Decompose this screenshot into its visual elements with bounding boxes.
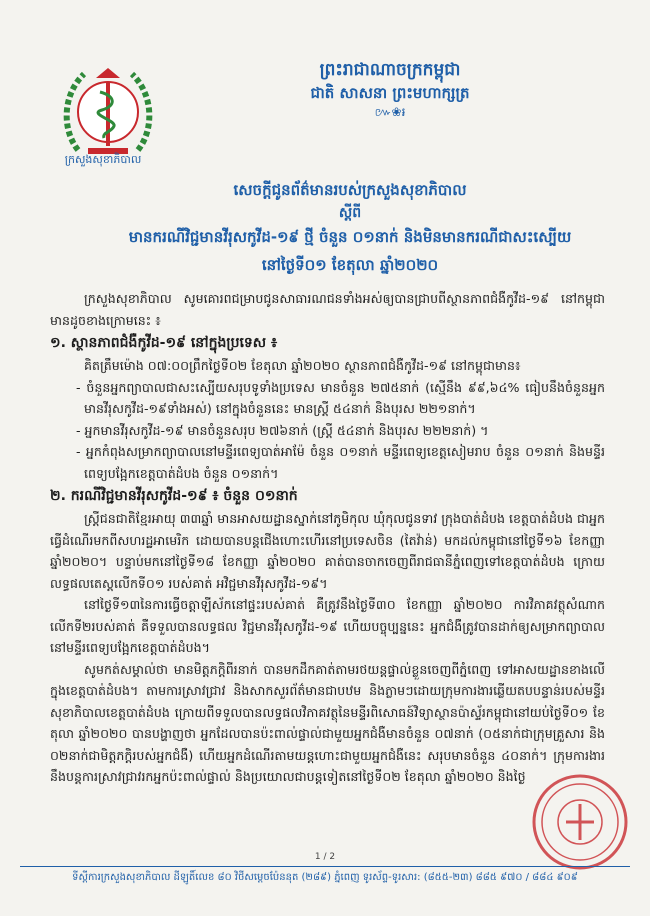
- page-number: 1 / 2: [314, 852, 336, 862]
- case-paragraph-3: សូមកត់សម្គាល់ថា មានមិត្តភក្តិពីរនាក់ បានមកដឹកគាត់តាមរថយន្តផ្ទាល់ខ្លួនចេញពីភ្នំពេញ ទៅអាសយដ្ឋានខាងលើក្នុងខេត្តបាត់ដំបង។ តាមការស្រាវជ្រាវ និងសាកសួរព័ត៌មានជាបឋម និងភ្លាមៗដោយក្រុមការងារឆ្លើយតបបន្ទាន់របស់មន្ទីរសុខាភិបាលខេត្តបាត់ដំបង ក្រោយពីទទួលបានលទ្ធផលវិភាគវត្ថុនៃមន្ទីរពិសោធន៍វិទ្យាស្ថានប៉ាស្ទ័រកម្ពុជានៅយប់ថ្ងៃទី០១ ខែតុលា ឆ្នាំ២០២០ បានបង្ហាញថា អ្នកដែលបានប៉ះពាល់ផ្ទាល់ជាមួយអ្នកជំងឺមានចំនួន ០៧នាក់ (០៥នាក់ជាក្រុមគ្រួសារ និង ០២នាក់ជាមិត្តភក្តិរបស់អ្នកជំងឺ) ហើយអ្នកដំណើរតាមយន្តហោះជាមួយអ្នកជំងឺនេះ សរុបមានចំនួន ៤០នាក់។ ក្រុមការងារនឹងបន្តការស្រាវជ្រាវរកអ្នកប៉ះពាល់ផ្ទាល់ និងប្រយោលជាបន្តទៀតនៅថ្ងៃទី០២ ខែតុលា ឆ្នាំ២០២០ និងថ្ងៃ: [50, 661, 605, 784]
- bullet-recovered: - ចំនួនអ្នកព្យាបាលជាសះស្បើយសរុបទូទាំងប្រទេស មានចំនួន ២៧៥នាក់ (ស្មើនឹង ៩៩,៦៤% ធៀបនឹងចំនួនអ្នកមានវីរុសកូវីដ-១៩ទាំងអស់) នៅក្នុងចំនួននេះ មានស្ត្រី ៥៤នាក់ និងបុរស ២២១នាក់។: [76, 379, 605, 416]
- case-paragraph-1: ស្ត្រីជនជាតិខ្មែរអាយុ ៣៣ឆ្នាំ មានអាសយដ្ឋានស្នាក់នៅភូមិកុល ឃុំកុលជូនទាវ ក្រុងបាត់ដំបង ខេត្តបាត់ដំបង ជាអ្នកធ្វើដំណើរមកពីសហរដ្ឋអាមេរិក ដោយបានបន្តជើងហោះហើរនៅប្រទេសចិន (តៃវ៉ាន់) មកដល់កម្ពុជានៅថ្ងៃទី១៦ ខែកញ្ញា ឆ្នាំ២០២០។ បន្ទាប់មកនៅថ្ងៃទី១៨ ខែកញ្ញា ឆ្នាំ២០២០ គាត់បានចាកចេញពីរាជធានីភ្នំពេញទៅខេត្តបាត់ដំបង ក្រោយលទ្ធផលតេស្តលើកទី០១ របស់គាត់ អវិជ្ជមានវីរុសកូវីដ-១៩។: [50, 511, 605, 591]
- kingdom-header: [160, 58, 620, 120]
- title-line-1: សេចក្តីជូនព័ត៌មានរបស់ក្រសួងសុខាភិបាល: [233, 181, 467, 199]
- case-paragraph-2: នៅថ្ងៃទី១៣នៃការធ្វើចត្តាឡីស័កនៅផ្ទះរបស់គាត់ គឺត្រូវនឹងថ្ងៃទី៣០ ខែកញ្ញា ឆ្នាំ២០២០ ការវិភាគវត្ថុសំណាកលើកទី២របស់គាត់ គឺទទួលបានលទ្ធផល វិជ្ជមានវីរុសកូវីដ-១៩ ហើយបច្ចុប្បន្ននេះ អ្នកជំងឺត្រូវបានដាក់ឲ្យសម្រាកព្យាបាលនៅមន្ទីរពេទ្យបង្អែកខេត្តបាត់ដំបង។: [50, 597, 605, 655]
- kingdom-title: ព្រះរាជាណាចក្រកម្ពុជា: [319, 60, 461, 80]
- title-line-2: ស្តីពី: [338, 205, 362, 221]
- intro-paragraph: ក្រសួងសុខាភិបាល សូមគោរពជម្រាបជូនសាធារណជនទាំងអស់ឲ្យបានជ្រាបពីស្ថានភាពជំងឺកូវីដ-១៩ នៅកម្ពុជា មានដូចខាងក្រោមនេះ ៖: [50, 291, 605, 328]
- section-2-heading: ២. ករណីវិជ្ជមានវីរុសកូវីដ-១៩ ៖ ចំនួន ០១នាក់: [50, 488, 298, 504]
- title-date: នៅថ្ងៃទី០១ ខែតុលា ឆ្នាំ២០២០: [261, 256, 439, 274]
- document-title: [70, 178, 630, 280]
- document-body: [50, 288, 605, 788]
- bullet-total-cases: - អ្នកមានវីរុសកូវីដ-១៩ មានចំនួនសរុប ២៧៦នាក់ (ស្ត្រី ៥៤នាក់ និងបុរស ២២២នាក់) ។: [76, 422, 489, 438]
- ornament-divider: ៚❀៛: [374, 105, 406, 119]
- footer-address: ទីស្តីការក្រសួងសុខាភិបាល ដីឡូតិ៍លេខ ៨០ វិថីសម្តេចប៉ែននុត (២៨៩) ភ្នំពេញ ទូរស័ព្ទ-ទូរសារ: (៨៥៥-២៣) ៨៨៥ ៩៧០ / ៨៨៤ ៩០៩: [72, 872, 578, 883]
- section-1-lead: គិតត្រឹមម៉ោង ០៧:០០ព្រឹកថ្ងៃទី០២ ខែតុលា ឆ្នាំ២០២០ ស្ថានភាពជំងឺកូវីដ-១៩ នៅកម្ពុជាមាន៖: [84, 358, 521, 373]
- footer-divider: [20, 866, 630, 867]
- bullet-under-treatment: - អ្នកកំពុងសម្រាកព្យាបាលនៅមន្ទីរពេទ្យបាត់អាម៉ែ ចំនួន ០១នាក់ មន្ទីរពេទ្យខេត្តសៀមរាប ចំនួន ០១នាក់ និងមន្ទីរពេទ្យបង្អែកខេត្តបាត់ដំបង ចំនួន ០១នាក់។: [76, 444, 605, 481]
- section-1-heading: ១. ស្ថានភាពជំងឺកូវីដ-១៩ នៅក្នុងប្រទេស ៖: [50, 335, 278, 351]
- national-motto: ជាតិ សាសនា ព្រះមហាក្សត្រ: [310, 84, 470, 102]
- title-line-3: មានករណីវិជ្ជមានវីរុសកូវីដ-១៩ ថ្មី ចំនួន ០១នាក់ និងមិនមានករណីជាសះស្បើយ: [128, 228, 572, 246]
- ministry-caption: ក្រសួងសុខាភិបាល: [64, 153, 142, 166]
